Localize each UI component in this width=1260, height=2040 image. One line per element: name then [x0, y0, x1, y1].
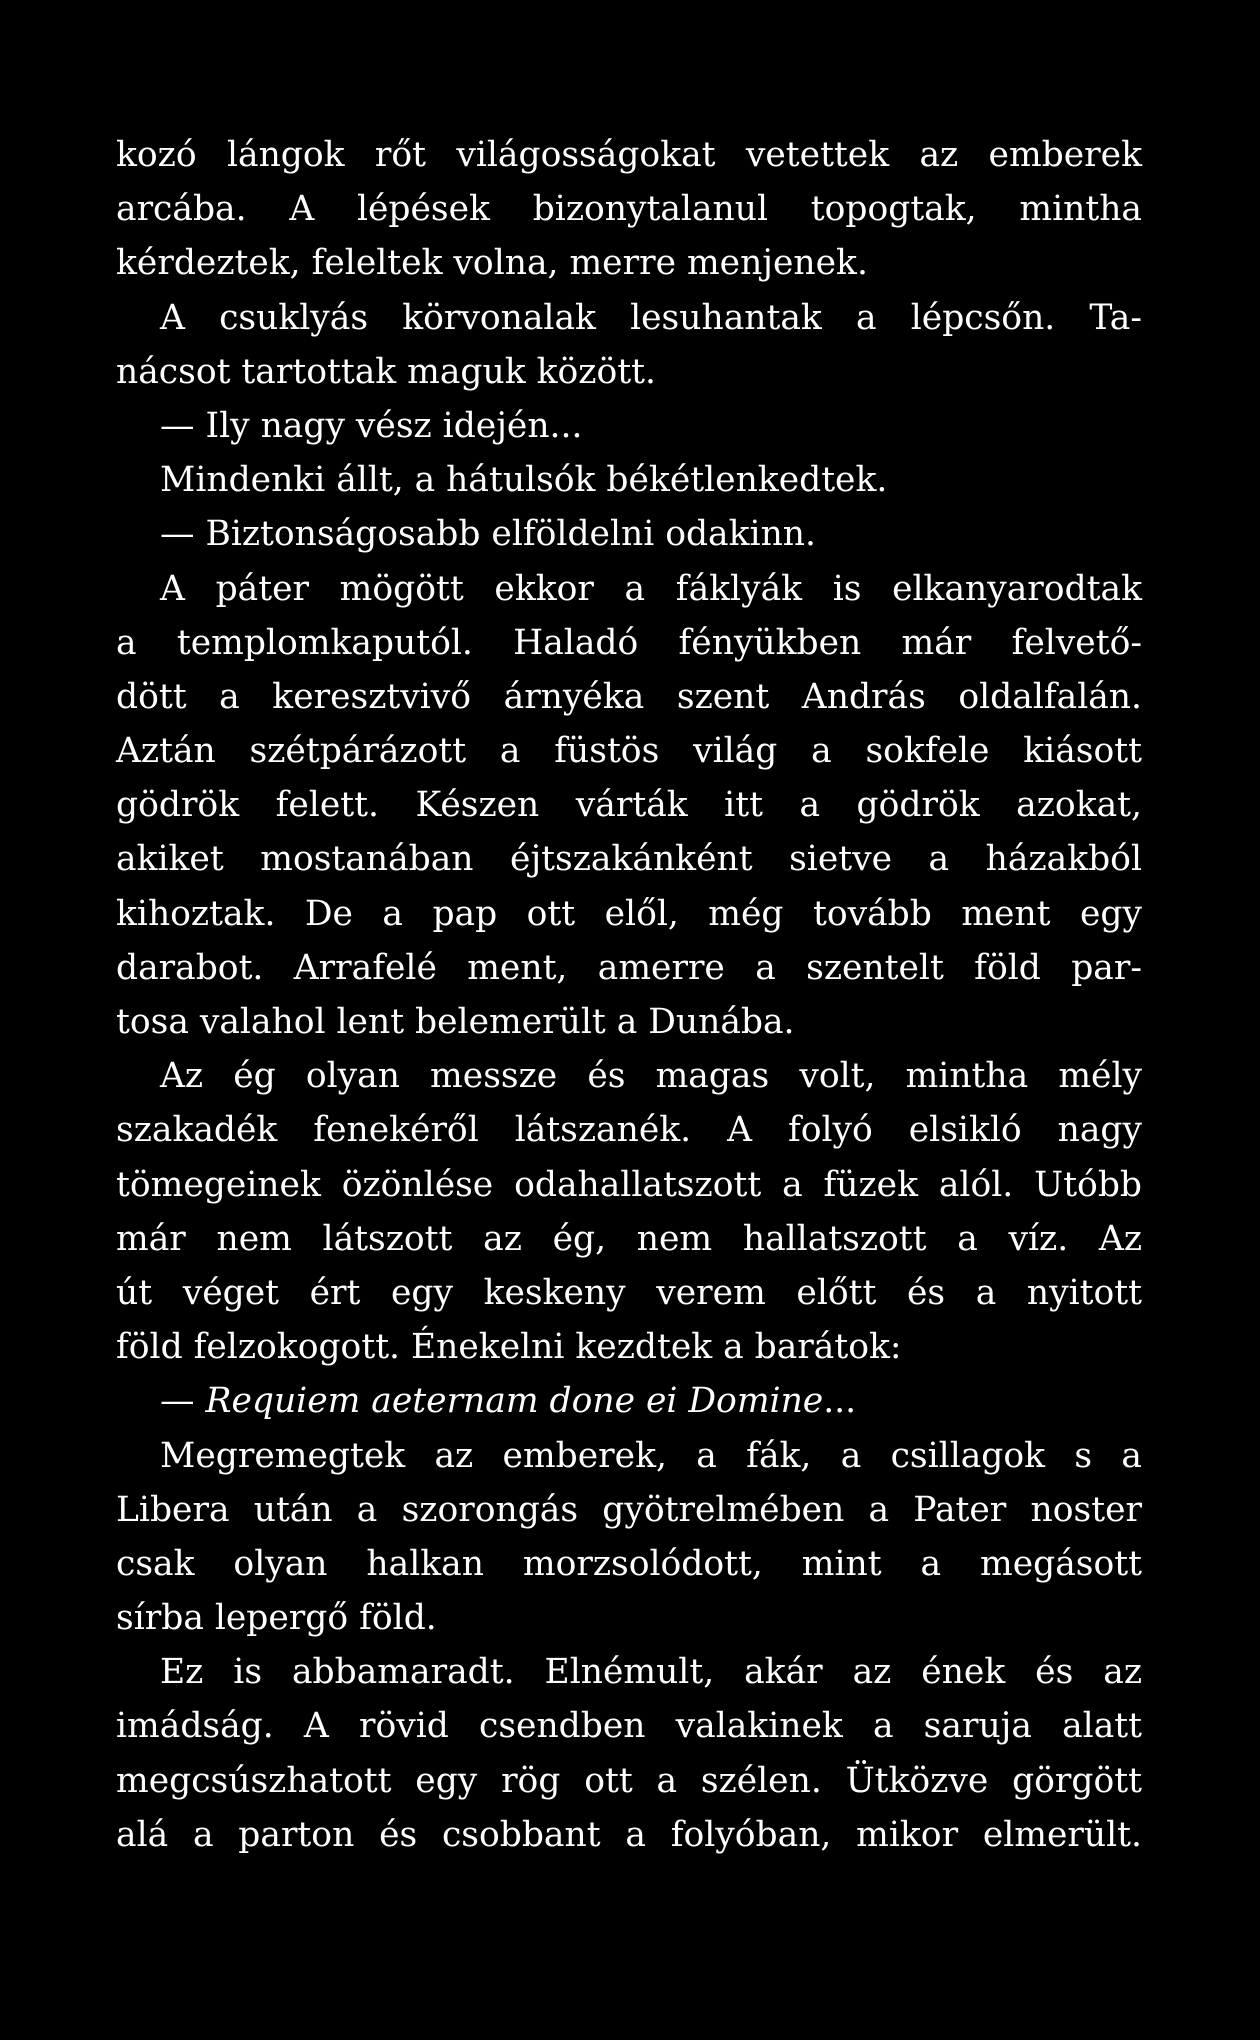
body-text [116, 128, 1142, 1862]
text-line: tömegeinek özönlése odahallatszott a füzek alól. Utóbb [116, 1164, 1142, 1205]
text-line: Libera után a szorongás gyötrelmében a Pater noster [116, 1489, 1142, 1530]
text-line: tosa valahol lent belemerült a Dunába. [116, 1002, 795, 1042]
text-line: gödrök felett. Készen várták itt a gödrök azokat, [116, 785, 1142, 826]
text-line: nácsot tartottak maguk között. [116, 351, 656, 392]
latin-chant-text: Requiem aeternam done ei Domine [205, 1381, 824, 1422]
text-line: Aztán szétpárázott a füstös világ a sokfele kiásott [116, 731, 1142, 772]
text-line: A csuklyás körvonalak lesuhantak a lépcsőn. Ta- [160, 297, 1142, 338]
text-line: Az ég olyan messze és magas volt, mintha mély [160, 1056, 1142, 1097]
text-line: kozó lángok rőt világosságokat vetettek az emberek [116, 135, 1142, 175]
text-line: — Biztonságosabb elföldelni odakinn. [160, 514, 816, 555]
text-line: kihoztak. De a pap ott elől, még tovább ment egy [116, 893, 1142, 934]
text-line: kérdeztek, feleltek volna, merre menjenek. [116, 243, 868, 284]
text-line: út véget ért egy keskeny verem előtt és a nyitott [116, 1272, 1142, 1313]
text-line: Mindenki állt, a hátulsók békétlenkedtek. [160, 460, 888, 501]
text-line: megcsúszhatott egy rög ott a szélen. Ütközve görgött [116, 1760, 1142, 1801]
text-line-suffix: ... [823, 1381, 857, 1422]
text-line: akiket mostanában éjtszakánként sietve a házakból [116, 839, 1142, 880]
text-line: A páter mögött ekkor a fáklyák is elkanyarodtak [160, 568, 1142, 609]
text-line: dött a keresztvivő árnyéka szent András oldalfalán. [116, 676, 1142, 717]
text-line: sírba lepergő föld. [116, 1598, 437, 1639]
text-line: darabot. Arrafelé ment, amerre a szentelt föld par- [116, 947, 1142, 988]
text-line: Ez is abbamaradt. Elnémult, akár az ének és az [160, 1652, 1142, 1693]
text-line: Megremegtek az emberek, a fák, a csillagok s a [160, 1435, 1142, 1476]
text-line: arcába. A lépések bizonytalanul topogtak, mintha [116, 189, 1142, 230]
text-line: föld felzokogott. Énekelni kezdtek a barátok: [116, 1327, 902, 1368]
text-line: már nem látszott az ég, nem hallatszott a víz. Az [116, 1218, 1142, 1259]
text-line: csak olyan halkan morzsolódott, mint a megásott [116, 1543, 1142, 1584]
text-line: — Ily nagy vész idején... [160, 405, 583, 446]
text-line-prefix: — [160, 1381, 206, 1422]
text-line: imádság. A rövid csendben valakinek a saruja alatt [116, 1706, 1142, 1747]
text-line: szakadék fenekéről látszanék. A folyó elsikló nagy [116, 1110, 1142, 1151]
text-line: a templomkaputól. Haladó fényükben már felvető- [116, 622, 1142, 663]
text-line: alá a parton és csobbant a folyóban, mikor elmerült. [116, 1814, 1142, 1855]
text-line [116, 1374, 1142, 1428]
